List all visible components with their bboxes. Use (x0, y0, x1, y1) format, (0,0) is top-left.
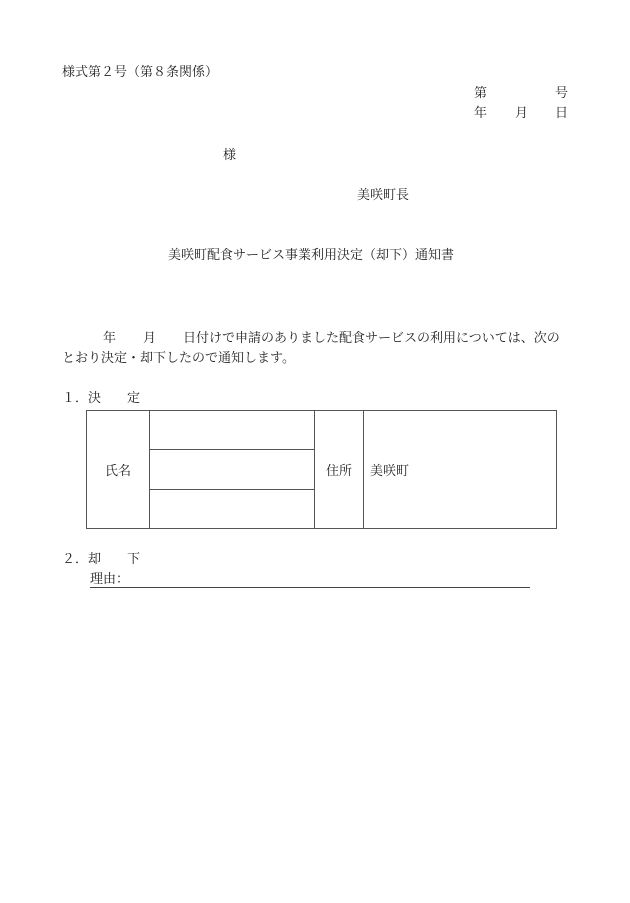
addressee-suffix: 様 (223, 148, 237, 163)
form-id: 様式第２号（第８条関係） (62, 65, 219, 80)
issuer: 美咲町長 (357, 188, 410, 203)
name-field-3[interactable] (150, 490, 315, 529)
name-field-1[interactable] (150, 411, 315, 450)
date-year: 年 (474, 106, 488, 121)
number-prefix: 第 (474, 86, 488, 101)
body-line1: 日付けで申請のありました配食サービスの利用については、次の (183, 331, 560, 346)
date-day: 日 (555, 106, 569, 121)
body-month: 月 (143, 331, 157, 346)
body-line2: とおり決定・却下したので通知します。 (62, 351, 295, 366)
document-title: 美咲町配食サービス事業利用決定（却下）通知書 (168, 248, 455, 263)
decision-table (86, 410, 557, 529)
address-label: 住所 (315, 411, 364, 529)
body-year: 年 (103, 331, 117, 346)
name-label: 氏名 (87, 411, 150, 529)
reason-underline[interactable] (90, 587, 530, 588)
reason-label: 理由： (90, 572, 130, 587)
address-field[interactable]: 美咲町 (364, 411, 557, 529)
name-field-2[interactable] (150, 450, 315, 490)
section-decision-label: １．決 定 (62, 391, 141, 406)
date-month: 月 (515, 106, 529, 121)
number-suffix: 号 (555, 86, 569, 101)
section-rejection-label: ２．却 下 (62, 552, 141, 567)
